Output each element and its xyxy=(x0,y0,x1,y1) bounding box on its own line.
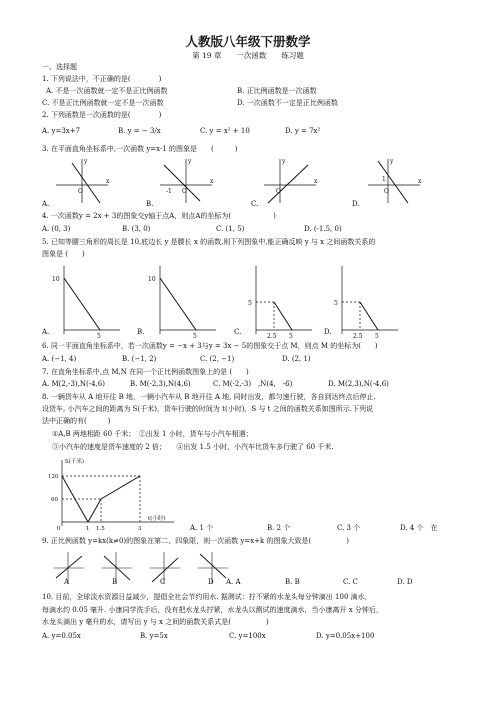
q8-distance-time-graph xyxy=(40,456,180,536)
q9-option-b: B. B xyxy=(285,578,300,586)
tick-label: 10 xyxy=(52,276,60,283)
axis-y-label: y xyxy=(390,158,394,165)
q10-option-b: B. y=5x xyxy=(140,632,168,640)
q10-option-a: A. y=0.05x xyxy=(42,632,81,640)
q6-option-b: B. (−1, 2) xyxy=(122,355,157,363)
q2-option-a: A. y=3x+7 xyxy=(42,127,81,135)
q3-label-c: C. xyxy=(251,200,259,208)
q6-stem: 6. 同一平面直角坐标系中，若一次函数y = −x + 3与y = 3x − 5的图象交于点 M，则点 M 的坐标为( ) xyxy=(42,342,378,350)
q9-option-d: D. D xyxy=(397,578,413,586)
q10-stem-line1: 10. 目前，全球淡水资源日益减少，提倡全社会节约用水. 据测试：拧不紧的水龙头每分钟滴出 100 滴水， xyxy=(42,593,372,601)
section-heading: 一、选择题 xyxy=(42,63,77,71)
q4-option-b: B. (3, 0) xyxy=(122,225,151,233)
q4-stem: 4. 一次函数y = 2x + 3的图象交y轴于点A，则点A的坐标为( ) xyxy=(42,212,276,220)
axis-x-label: x xyxy=(106,178,110,185)
q10-option-d: D. y=0.05x+100 xyxy=(316,632,375,640)
q9-fig-label-a: A xyxy=(64,578,70,586)
q7-option-c: C. M(-2,-3) ,N(4, -6) xyxy=(213,380,293,388)
q8-stem-line1: 8. 一辆货车从 A 地开往 B 地，一辆小汽车从 B 地开往 A 地, 同时出发，都匀速行驶，各自到达终点后停止. xyxy=(42,393,376,401)
q1-option-a: A. 不是一次函数就一定不是正比例函数 xyxy=(46,87,168,95)
q8-statements-1: ①A,B 两地相距 60 千米； ②出发 1 小时，货车与小汽车相遇； xyxy=(52,430,253,438)
page-title: 人教版八年级下册数学 xyxy=(185,34,311,49)
axis-origin: O xyxy=(78,188,83,195)
q1-stem: 1. 下列说法中，不正确的是( ) xyxy=(42,75,162,83)
tick-label: 1 xyxy=(86,526,90,532)
q3-label-d: D. xyxy=(352,200,360,208)
q8-option-b: B. 2 个 xyxy=(267,524,291,532)
q1-option-d: D. 一次函数不一定是正比例函数 xyxy=(237,99,338,107)
q5-label-c: C. xyxy=(234,328,242,336)
q5-stem-line2: 图象是 ( ) xyxy=(42,250,85,258)
q10-option-c: C. y=100x xyxy=(229,632,266,640)
q9-option-c: C. C xyxy=(343,578,358,586)
graph-xlabel: t(小时) xyxy=(148,516,166,522)
axis-y-label: y xyxy=(282,158,286,165)
tick-label: 1 xyxy=(382,176,386,183)
q4-option-d: D. (-1.5, 0) xyxy=(304,225,342,233)
q2-option-d: D. y = 7x² xyxy=(285,127,321,135)
q8-option-d: D. 4 个 在 xyxy=(400,524,438,532)
q5-label-b: B. xyxy=(137,328,145,336)
tick-label: 5 xyxy=(193,333,197,340)
q8-statements-2: ③小汽车的速度是货车速度的 2 倍； ④出发 1.5 小时，小汽车比货车多行驶了 60 千米. xyxy=(52,443,334,451)
chapter-subtitle: 第 19 章 一次函数 练习题 xyxy=(192,51,304,60)
axis-origin: O xyxy=(384,188,389,195)
q10-stem-line3: 水龙头滴出 y 毫升的水，请写出 y 与 x 之间的函数关系式是( ) xyxy=(42,618,269,626)
q8-stem-line2: 设货车, 小汽车之间的距离为 S(千米)，货车行驶的时间为 t(小时)，S 与 t 之间的函数关系如图所示.下列说 xyxy=(42,405,373,413)
q9-fig-label-d: D xyxy=(208,578,214,586)
tick-label: 5 xyxy=(248,300,252,307)
axis-origin: O xyxy=(182,188,187,195)
q6-option-d: D. (2, 1) xyxy=(282,355,311,363)
q9-stem: 9. 正比例函数 y=kx(k≠0)的图象在第二、四象限，则一次函数 y=x+k 的图象大致是( ) xyxy=(42,537,349,545)
axis-x-label: x xyxy=(418,178,422,185)
q2-option-b: B. y = − 3/x xyxy=(118,127,161,135)
q7-option-d: D. M(2,3),N(-4,6) xyxy=(328,380,389,388)
tick-label: 120 xyxy=(48,474,59,480)
tick-label: 2.5 xyxy=(353,333,363,340)
tick-label: -1 xyxy=(166,188,172,195)
q2-option-c: C. y = x² + 10 xyxy=(200,127,250,135)
q7-stem: 7. 在直角坐标系中,点 M,N 在同一个正比例函数图象上的是 ( ) xyxy=(42,368,249,376)
axis-y-label: y xyxy=(84,158,88,165)
q5-stem-line1: 5. 已知等腰三角形的周长是 10,底边长 y 是腰长 x 的函数,则下列图象中,能正确反映 y 与 x 之间函数关系的 xyxy=(42,238,376,246)
tick-label: 2.5 xyxy=(267,333,277,340)
q5-label-a: A. xyxy=(42,328,50,336)
tick-label: 10 xyxy=(148,276,156,283)
q9-option-a: A. A xyxy=(226,578,241,586)
q2-stem: 2. 下列函数是一次函数的是( ) xyxy=(42,111,162,119)
axis-y-label: y xyxy=(188,158,192,165)
q9-fig-label-b: B xyxy=(112,578,118,586)
q4-option-a: A. (0, 3) xyxy=(42,225,71,233)
tick-label: 1.5 xyxy=(96,526,105,532)
tick-label: 5 xyxy=(289,333,293,340)
tick-label: 60 xyxy=(51,497,58,503)
tick-label: 0 xyxy=(57,526,61,532)
q3-label-a: A. xyxy=(42,200,50,208)
q5-label-d: D. xyxy=(324,328,332,336)
tick-label: 5 xyxy=(375,333,379,340)
tick-label: 5 xyxy=(334,300,338,307)
axis-x-label: x xyxy=(210,178,214,185)
q3-label-b: B. xyxy=(146,200,154,208)
axis-x-label: x xyxy=(314,178,318,185)
q9-fig-label-c: C xyxy=(160,578,166,586)
axis-origin: O xyxy=(276,188,281,195)
q7-option-b: B. M(-2,3),N(4,6) xyxy=(130,380,191,388)
q8-stem-line3: 法中正确的有( ) xyxy=(42,417,111,425)
q7-option-a: A. M(2,-3),N(-4,6) xyxy=(42,380,105,388)
q8-option-c: C. 3 个 xyxy=(337,524,361,532)
q4-option-c: C. (1, 5) xyxy=(216,225,245,233)
q1-option-b: B. 正比例函数是一次函数 xyxy=(237,87,317,95)
q6-option-c: C. (2, −1) xyxy=(200,355,235,363)
q3-stem: 3. 在平面直角坐标系中,一次函数 y=x-1 的图象是 ( ) xyxy=(42,145,238,153)
tick-label: 3 xyxy=(138,526,142,532)
tick-label: 5 xyxy=(97,333,101,340)
q1-option-c: C. 不是正比例函数就一定不是一次函数 xyxy=(42,99,164,107)
q8-option-a: A. 1 个 xyxy=(190,524,214,532)
q5-graphs xyxy=(50,262,400,340)
q10-stem-line2: 每滴水约 0.05 毫升. 小康同学洗手后，没有把水龙头拧紧，水龙头以测试的速度滴水，当小康离开 x 分钟后， xyxy=(42,606,383,614)
q6-option-a: A. (−1, 4) xyxy=(42,355,77,363)
graph-ylabel: S(千米) xyxy=(65,459,85,465)
